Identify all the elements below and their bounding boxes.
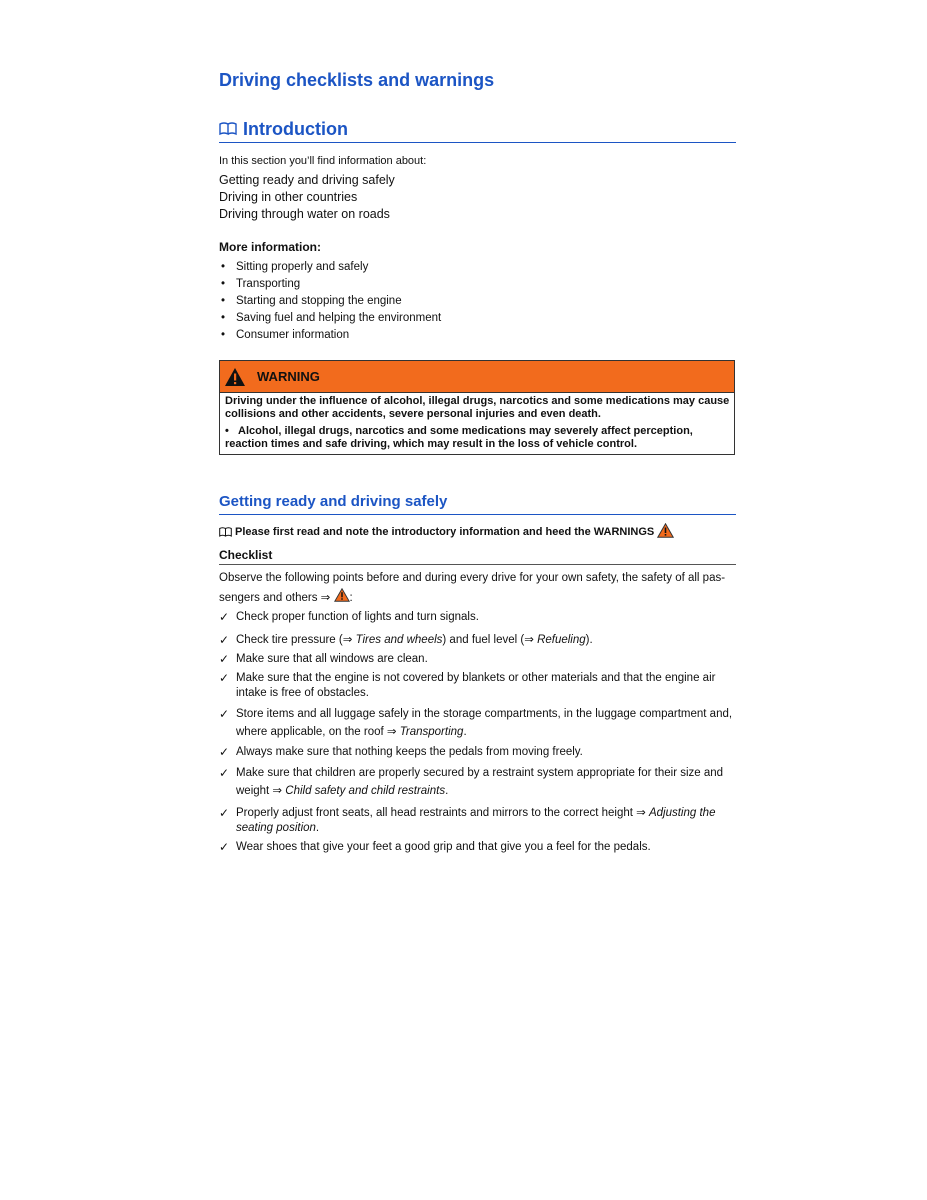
checkmark-icon: ✓	[219, 652, 230, 666]
checklist-heading: Checklist	[219, 548, 736, 565]
checklist-item	[219, 671, 736, 701]
bullet-icon: •	[225, 425, 229, 437]
warning-box	[219, 360, 735, 455]
bullet-icon: •	[221, 312, 226, 324]
checklist-item-text: Check tire pressure (⇒	[236, 634, 356, 646]
warning-paragraph: Driving under the influence of alcohol, illegal drugs, narcotics and some medications may cause collisions and other accidents, severe personal injuries and even death.	[225, 395, 730, 420]
checkmark-icon: ✓	[219, 633, 230, 647]
checkmark-icon: ✓	[219, 745, 230, 759]
bullet-icon: •	[221, 261, 226, 273]
checkmark-icon: ✓	[219, 610, 230, 624]
checklist-item	[219, 610, 736, 625]
checklist-item-text: Make sure that all windows are clean.	[236, 653, 428, 665]
checklist-item	[219, 764, 736, 800]
introduction-heading	[219, 117, 736, 143]
book-icon	[219, 527, 232, 537]
checklist-item	[219, 806, 736, 836]
checklist-item-text: Check proper function of lights and turn signals.	[236, 611, 479, 623]
checklist-item	[219, 840, 736, 855]
warning-header	[220, 361, 734, 393]
checklist	[219, 610, 736, 855]
intro-notice	[219, 524, 736, 540]
checkmark-icon: ✓	[219, 766, 230, 780]
bullet-icon: •	[221, 278, 226, 290]
cross-reference-link[interactable]: Adjusting the seating position	[236, 807, 716, 834]
checklist-item	[219, 652, 736, 667]
introduction-heading-text: Introduction	[243, 118, 348, 139]
more-information-list	[219, 259, 736, 344]
topic-link[interactable]: Getting ready and driving safely	[219, 173, 395, 187]
warning-bullet-paragraph	[225, 425, 730, 451]
checklist-item-text: Always make sure that nothing keeps the pedals from moving freely.	[236, 746, 583, 758]
checklist-item	[219, 633, 736, 648]
list-item-label: Transporting	[236, 278, 301, 290]
checkmark-icon: ✓	[219, 806, 230, 820]
list-item[interactable]	[219, 259, 736, 276]
warning-bullet-text: Alcohol, illegal drugs, narcotics and some medications may severely affect perception, reaction times and safe driving, which may result in the loss of vehicle control.	[225, 425, 693, 450]
list-item[interactable]	[219, 327, 736, 344]
bullet-icon: •	[221, 295, 226, 307]
checkmark-icon: ✓	[219, 707, 230, 721]
book-icon	[219, 122, 237, 136]
checklist-item	[219, 705, 736, 741]
list-item[interactable]	[219, 276, 736, 293]
checklist-intro-tail: :	[349, 592, 353, 604]
page-title: Driving checklists and warnings	[219, 70, 495, 90]
cross-reference-link[interactable]: Tires and wheels	[355, 634, 443, 646]
cross-reference-link[interactable]: Refueling	[537, 634, 586, 646]
list-item-label: Sitting properly and safely	[236, 261, 369, 273]
list-item-label: Saving fuel and helping the environment	[236, 312, 442, 324]
checklist-item-text: ) and fuel level (⇒	[442, 634, 538, 646]
topic-list	[219, 172, 736, 223]
bullet-icon: •	[221, 329, 226, 341]
checklist-item-text: .	[445, 785, 449, 797]
checklist-item-text: Store items and all luggage safely in the storage compartments, in the luggage compartment and, where applicable, on the roof ⇒	[236, 708, 733, 738]
checklist-item-text: Make sure that the engine is not covered by blankets or other materials and that the engine air intake is free of obstacles.	[236, 672, 716, 699]
section-heading: Getting ready and driving safely	[219, 492, 736, 515]
checklist-item-text: ).	[585, 634, 593, 646]
list-item[interactable]	[219, 310, 736, 327]
checkmark-icon: ✓	[219, 840, 230, 854]
intro-lead: In this section you’ll find information about:	[219, 155, 427, 167]
checklist-item	[219, 745, 736, 760]
list-item-label: Consumer information	[236, 329, 350, 341]
checklist-intro	[219, 569, 736, 608]
cross-reference-link[interactable]: Transporting	[399, 726, 464, 738]
checklist-item-text: .	[463, 726, 467, 738]
cross-reference-link[interactable]: Child safety and child restraints	[285, 785, 446, 797]
warning-triangle-icon	[224, 367, 246, 387]
warning-triangle-icon	[657, 523, 674, 538]
more-information-heading: More information:	[219, 240, 321, 254]
warning-triangle-icon[interactable]	[334, 588, 350, 602]
list-item-label: Starting and stopping the engine	[236, 295, 402, 307]
checklist-intro-text: Observe the following points before and during every drive for your own safety, the safety of all pas-sengers and others ⇒	[219, 572, 726, 604]
topic-link[interactable]: Driving in other countries	[219, 190, 358, 204]
checklist-item-text: .	[315, 822, 320, 834]
checklist-item-text: Properly adjust front seats, all head restraints and mirrors to the correct height ⇒	[236, 807, 649, 819]
checklist-item-text: Wear shoes that give your feet a good grip and that give you a feel for the pedals.	[236, 841, 651, 853]
list-item[interactable]	[219, 293, 736, 310]
checklist-item-text: Make sure that children are properly secured by a restraint system appropriate for their size and weight ⇒	[236, 767, 724, 797]
warning-title: WARNING	[257, 369, 320, 384]
topic-link[interactable]: Driving through water on roads	[219, 207, 390, 221]
checkmark-icon: ✓	[219, 671, 230, 685]
manual-page	[219, 66, 736, 859]
warning-body	[220, 393, 734, 454]
notice-text: Please first read and note the introductory information and heed the WARNINGS	[235, 526, 655, 538]
